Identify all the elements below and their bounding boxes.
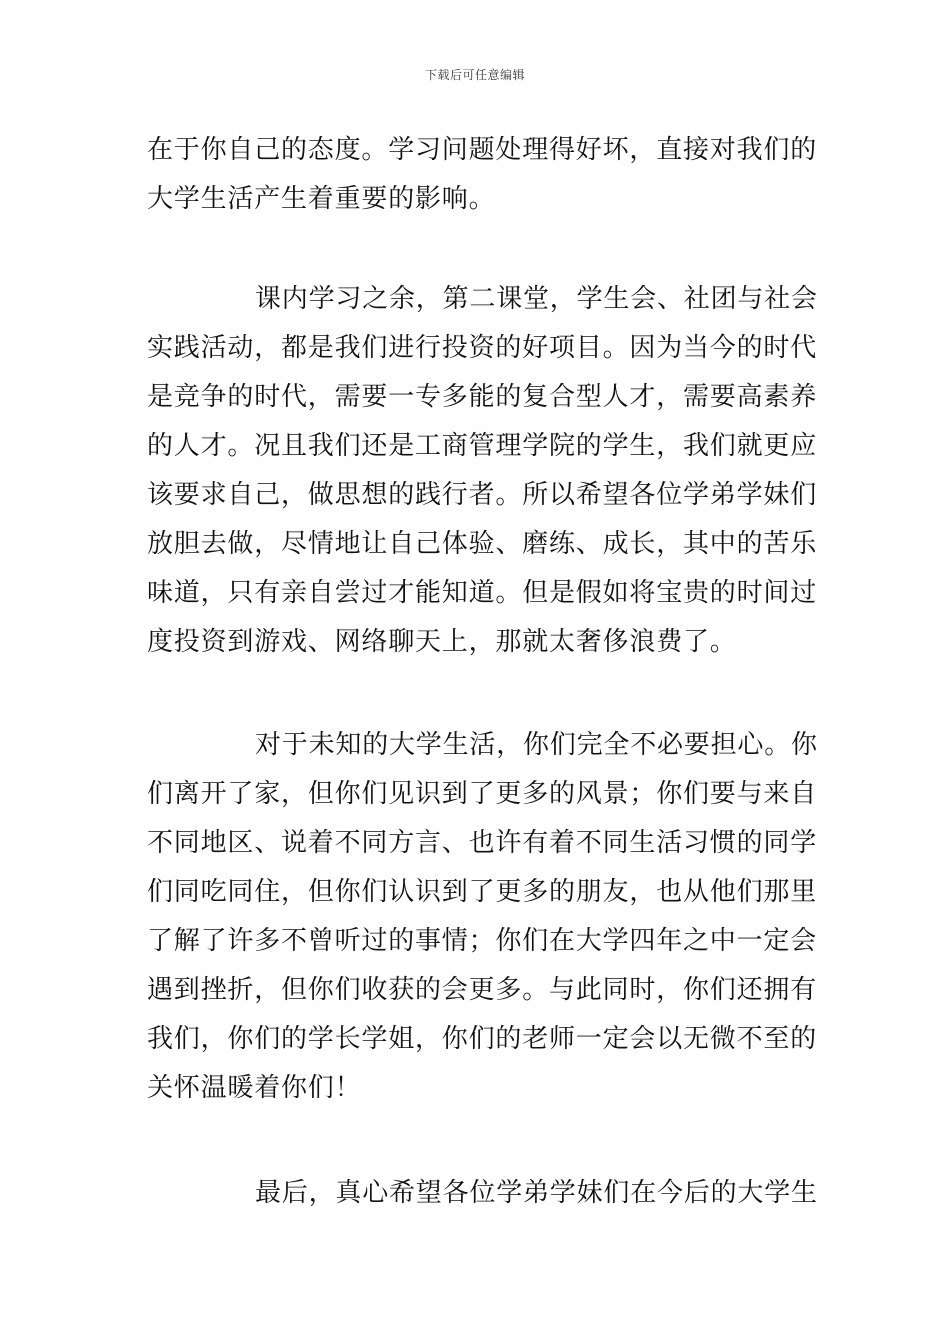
- paragraph-line: 放胆去做，尽情地让自己体验、磨练、成长，其中的苦乐: [147, 529, 818, 559]
- paragraph-line: 实践活动，都是我们进行投资的好项目。因为当今的时代: [147, 333, 818, 363]
- paragraph-1: [147, 126, 818, 224]
- paragraph-line: 不同地区、说着不同方言、也许有着不同生活习惯的同学: [147, 828, 818, 858]
- paragraph-line: 最后，真心希望各位学弟学妹们在今后的大学生: [255, 1178, 818, 1208]
- paragraph-line: 的人才。况且我们还是工商管理学院的学生，我们就更应: [147, 431, 818, 461]
- paragraph-line: 在于你自己的态度。学习问题处理得好坏，直接对我们的: [147, 135, 818, 165]
- paragraph-3: [147, 721, 818, 1113]
- paragraph-line: 大学生活产生着重要的影响。: [147, 184, 496, 214]
- paragraph-line: 味道，只有亲自尝过才能知道。但是假如将宝贵的时间过: [147, 578, 818, 608]
- paragraph-line: 课内学习之余，第二课堂，学生会、社团与社会: [255, 284, 818, 314]
- paragraph-line: 们离开了家，但你们见识到了更多的风景；你们要与来自: [147, 779, 818, 809]
- paragraph-line: 遇到挫折，但你们收获的会更多。与此同时，你们还拥有: [147, 975, 818, 1005]
- paragraph-line: 对于未知的大学生活，你们完全不必要担心。你: [255, 730, 818, 760]
- paragraph-line: 是竞争的时代，需要一专多能的复合型人才，需要高素养: [147, 382, 818, 412]
- header-note: 下载后可任意编辑: [424, 68, 525, 82]
- paragraph-line: 该要求自己，做思想的践行者。所以希望各位学弟学妹们: [147, 480, 818, 510]
- paragraph-line: 们同吃同住，但你们认识到了更多的朋友，也从他们那里: [147, 877, 818, 907]
- paragraph-2: [147, 275, 818, 667]
- paragraph-line: 度投资到游戏、网络聊天上，那就太奢侈浪费了。: [147, 627, 737, 657]
- paragraph-line: 关怀温暖着你们！: [147, 1073, 362, 1103]
- paragraph-line: 我们，你们的学长学姐，你们的老师一定会以无微不至的: [147, 1024, 818, 1054]
- paragraph-4: [147, 1169, 818, 1218]
- paragraph-line: 了解了许多不曾听过的事情；你们在大学四年之中一定会: [147, 926, 818, 956]
